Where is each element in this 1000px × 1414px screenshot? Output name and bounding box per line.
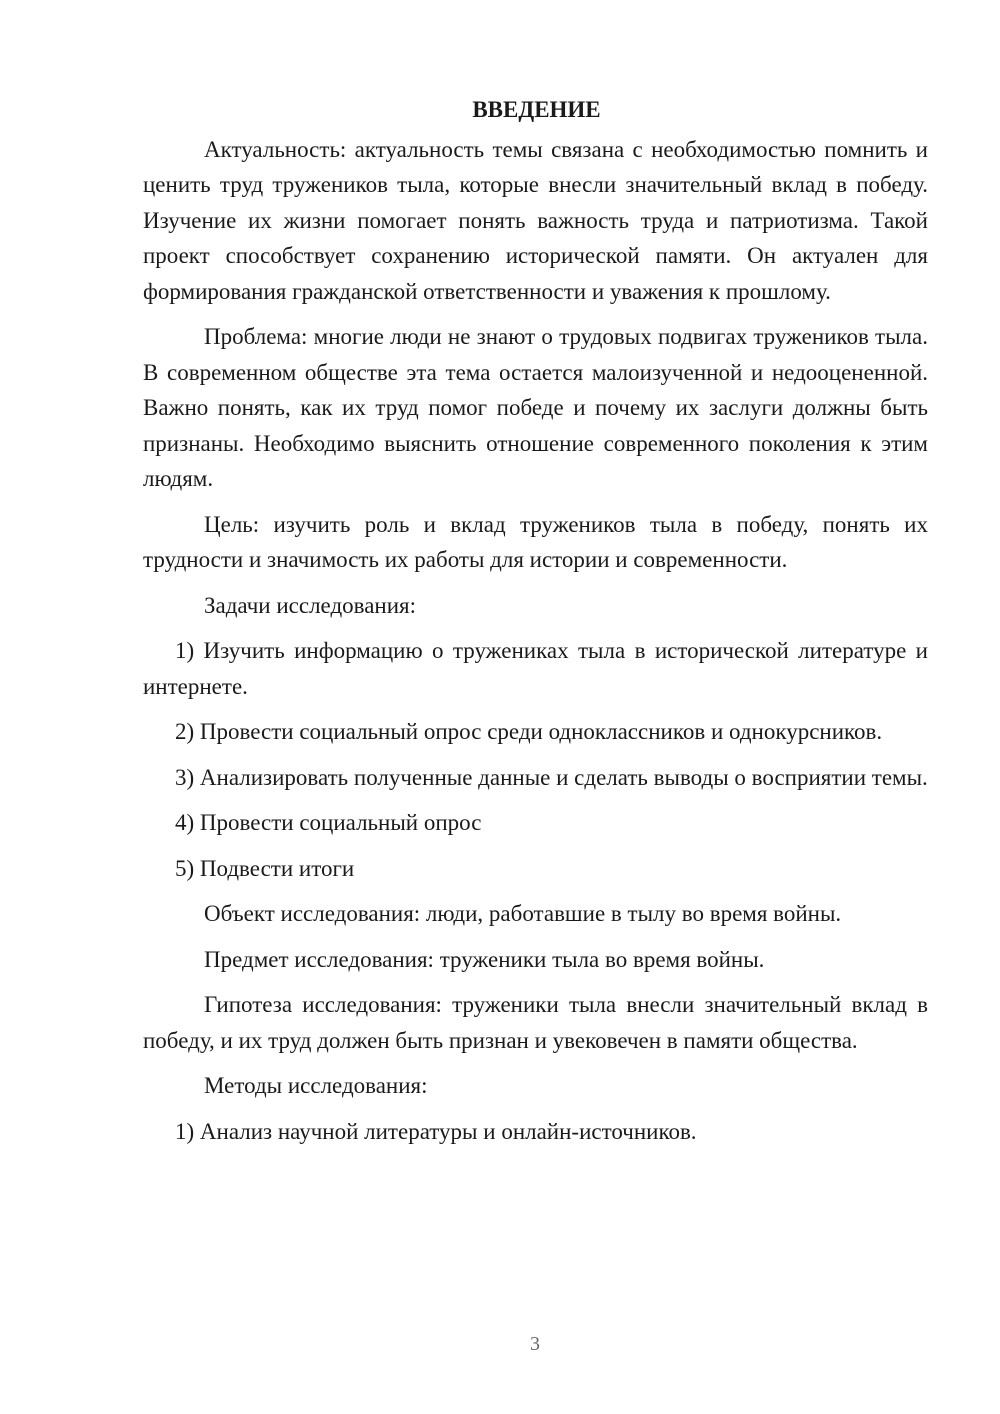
page-content	[143, 92, 928, 1159]
page-title: ВВЕДЕНИЕ	[472, 97, 601, 122]
relevance-paragraph: Актуальность: актуальность темы связана с необходимостью помнить и ценить труд тружеников тыла, которые внесли значительный вклад в победу. Изучение их жизни помогает понять важность труда и патриотизма. Такой проект способствует сохранению исторической памяти. Он актуален для формирования гражданской ответственности и уважения к прошлому.	[143, 136, 928, 304]
task-item-4: 4) Провести социальный опрос	[175, 810, 482, 835]
problem-paragraph: Проблема: многие люди не знают о трудовых подвигах тружеников тыла. В современном обществе эта тема остается малоизученной и недооцененной. Важно понять, как их труд помог победе и почему их заслуги должны быть признаны. Необходимо выяснить отношение современного поколения к этим людям.	[143, 324, 928, 491]
page-number: 3	[530, 1333, 540, 1355]
method-item-1: 1) Анализ научной литературы и онлайн-источников.	[175, 1118, 697, 1144]
task-item-5: 5) Подвести итоги	[175, 855, 355, 881]
tasks-heading: Задачи исследования:	[204, 592, 417, 618]
task-item-2: 2) Провести социальный опрос среди одноклассников и однокурсников.	[175, 719, 883, 744]
subject-paragraph: Предмет исследования: труженики тыла во время войны.	[204, 946, 765, 972]
task-item-3: 3) Анализировать полученные данные и сделать выводы о восприятии темы.	[175, 764, 928, 790]
goal-paragraph: Цель: изучить роль и вклад тружеников тыла в победу, понять их трудности и значимость их работы для истории и современности.	[143, 511, 928, 572]
task-item-1: 1) Изучить информацию о тружениках тыла в исторической литературе и интернете.	[143, 638, 928, 699]
object-paragraph: Объект исследования: люди, работавшие в тылу во время войны.	[204, 901, 842, 926]
methods-heading: Методы исследования:	[204, 1073, 428, 1098]
hypothesis-paragraph: Гипотеза исследования: труженики тыла внесли значительный вклад в победу, и их труд должен быть признан и увековечен в памяти общества.	[143, 992, 928, 1053]
